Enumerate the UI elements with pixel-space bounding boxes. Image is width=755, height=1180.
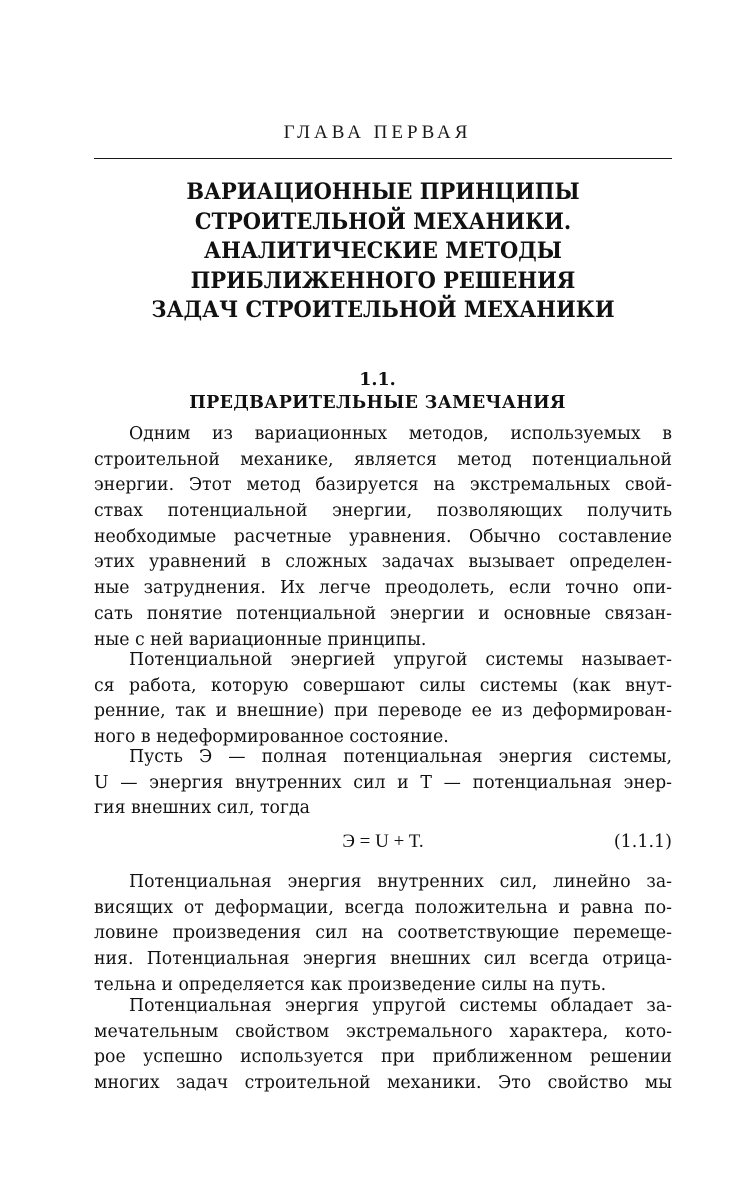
chapter-label: ГЛАВА ПЕРВАЯ [283,122,472,143]
text-line: тельна и определяется как произведение силы на путь. [94,974,607,995]
text-line: мечательным свойством экстремального характера, кото- [94,1021,672,1042]
paragraph-3 [94,745,672,822]
paragraph-1 [94,422,672,653]
chapter-title-line: ЗАДАЧ СТРОИТЕЛЬНОЙ МЕХАНИКИ [151,297,615,323]
text-line: строительной механике, является метод потенциальной [94,449,672,470]
text-line: Пусть Э — полная потенциальная энергия системы, [129,747,672,767]
text-line: гия внешних сил, тогда [94,798,310,819]
paragraph-2 [94,648,672,751]
text-line: U — энергия внутренних сил и T — потенциальная энер- [94,772,672,793]
text-line: ния. Потенциальная энергия внешних сил всегда отрица- [94,949,672,970]
formula-number: (1.1.1) [613,832,672,852]
text-line: ловине произведения сил на соответствующие перемеще- [94,923,672,944]
text-line: висящих от деформации, всегда положительна и равна по- [94,897,672,918]
chapter-title-line: ВАРИАЦИОННЫЕ ПРИНЦИПЫ [186,179,580,205]
text-line: ся работа, которую совершают силы системы (как внут- [94,675,672,696]
text-line: ные затруднения. Их легче преодолеть, если точно опи- [94,578,672,599]
text-line: Потенциальная энергия упругой системы обладает за- [129,996,672,1016]
header-rule [94,158,672,159]
chapter-title-line: СТРОИТЕЛЬНОЙ МЕХАНИКИ. [194,208,572,235]
text-line: ствах потенциальной энергии, позволяющих получить [94,501,672,522]
paragraph-5 [94,994,672,1097]
text-line: необходимые расчетные уравнения. Обычно составление [94,526,672,547]
formula-1-1-1 [94,828,672,856]
chapter-title-line: АНАЛИТИЧЕСКИЕ МЕТОДЫ [204,238,562,264]
text-line: Одним из вариационных методов, используемых в [129,424,672,444]
text-line: энергии. Этот метод базируется на экстремальных свой- [94,475,672,496]
text-line: Потенциальной энергией упругой системы называет- [129,650,672,670]
text-line: ренние, так и внешние) при переводе ее из деформирован- [94,701,672,722]
chapter-title-line: ПРИБЛИЖЕННОГО РЕШЕНИЯ [190,267,576,294]
text-line: сать понятие потенциальной энергии и основные связан- [94,603,672,624]
section-number: 1.1. [359,370,396,390]
text-line: Потенциальная энергия внутренних сил, линейно за- [129,872,672,892]
text-line: многих задач строительной механики. Это свойство мы [94,1073,672,1094]
text-line: этих уравнений в сложных задачах вызывает определен- [94,552,672,573]
formula-expression: Э = U + T. [342,831,424,852]
paragraph-4 [94,870,672,998]
text-line: рое успешно используется при приближенном решении [94,1047,672,1068]
text-line: ные с ней вариационные принципы. [94,629,427,650]
section-title: ПРЕДВАРИТЕЛЬНЫЕ ЗАМЕЧАНИЯ [189,393,566,413]
text-line: ного в недеформированное состояние. [94,727,449,748]
chapter-title [114,178,652,326]
